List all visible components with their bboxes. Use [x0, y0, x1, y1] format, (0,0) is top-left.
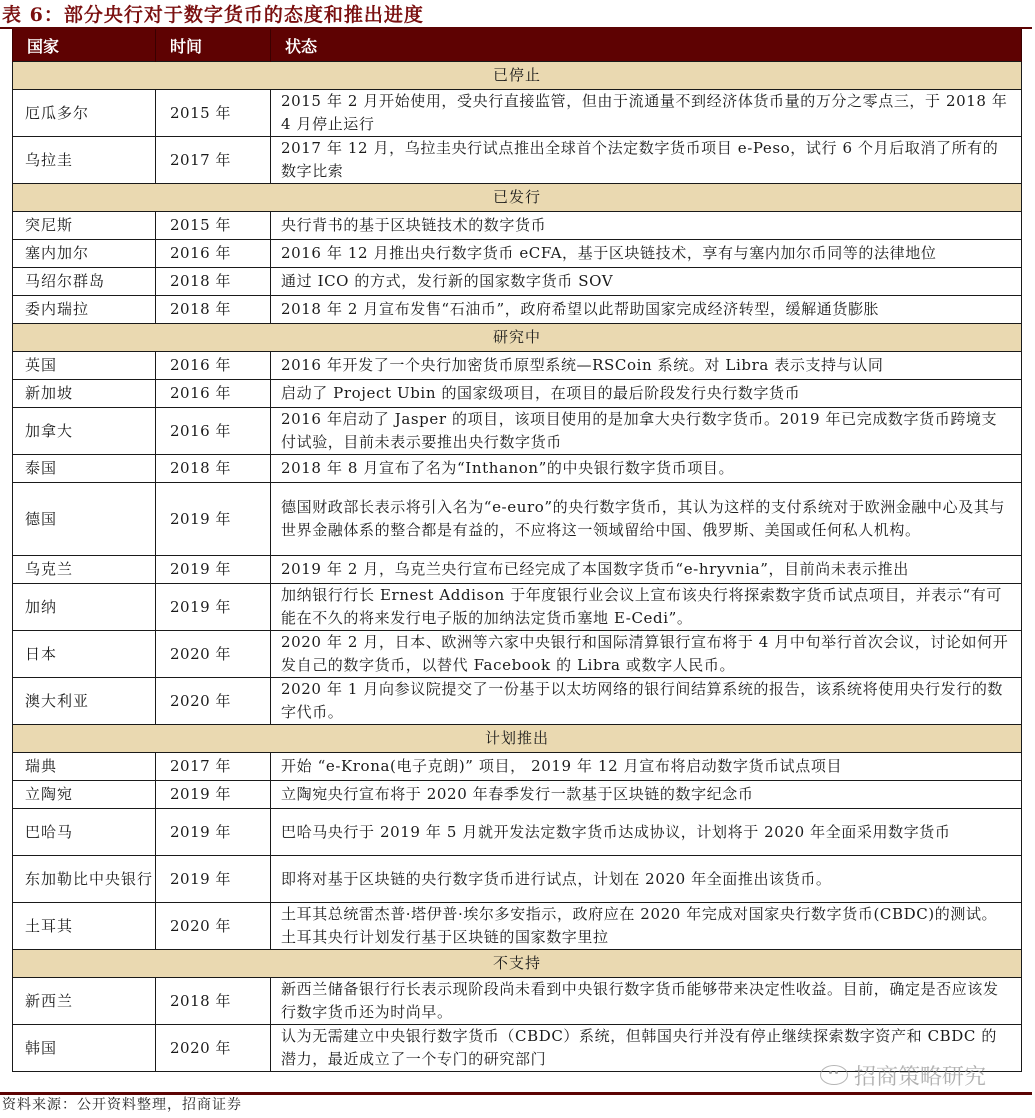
status-cell: 2018 年 2 月宣布发售“石油币”，政府希望以此帮助国家完成经济转型，缓解通货膨胀	[271, 296, 1022, 324]
table-row	[13, 455, 1022, 483]
section-row-issued	[13, 184, 1022, 212]
table-row	[13, 781, 1022, 809]
year-cell: 2015 年	[156, 90, 271, 137]
country-cell: 马绍尔群岛	[13, 268, 156, 296]
status-cell: 德国财政部长表示将引入名为“e-euro”的央行数字货币，其认为这样的支付系统对于欧洲金融中心及其与世界金融体系的整合都是有益的，不应将这一领域留给中国、俄罗斯、美国或任何私人机构。	[271, 483, 1022, 556]
status-cell: 2016 年 12 月推出央行数字货币 eCFA，基于区块链技术，享有与塞内加尔币同等的法律地位	[271, 240, 1022, 268]
table-row	[13, 678, 1022, 725]
country-cell: 泰国	[13, 455, 156, 483]
status-cell: 2018 年 8 月宣布了名为“Inthanon”的中央银行数字货币项目。	[271, 455, 1022, 483]
status-cell: 通过 ICO 的方式，发行新的国家数字货币 SOV	[271, 268, 1022, 296]
year-cell: 2016 年	[156, 408, 271, 455]
status-cell: 新西兰储备银行行长表示现阶段尚未看到中央银行数字货币能够带来决定性收益。目前，确定是否应该发行数字货币还为时尚早。	[271, 978, 1022, 1025]
country-cell: 日本	[13, 631, 156, 678]
status-cell: 2017 年 12 月，乌拉圭央行试点推出全球首个法定数字货币项目 e-Peso，试行 6 个月后取消了所有的数字比索	[271, 137, 1022, 184]
header-country: 国家	[13, 29, 156, 62]
section-row-stopped	[13, 62, 1022, 90]
table-row	[13, 212, 1022, 240]
status-cell: 加纳银行行长 Ernest Addison 于年度银行业会议上宣布该央行将探索数字货币试点项目，并表示“有可能在不久的将来发行电子版的加纳法定货币塞地 E-Cedi”。	[271, 584, 1022, 631]
table-row	[13, 240, 1022, 268]
status-cell: 2016 年开发了一个央行加密货币原型系统—RSCoin 系统。对 Libra 表示支持与认同	[271, 352, 1022, 380]
section-label: 不支持	[13, 950, 1022, 978]
country-cell: 立陶宛	[13, 781, 156, 809]
year-cell: 2020 年	[156, 678, 271, 725]
section-label: 已发行	[13, 184, 1022, 212]
country-cell: 加拿大	[13, 408, 156, 455]
status-cell: 启动了 Project Ubin 的国家级项目，在项目的最后阶段发行央行数字货币	[271, 380, 1022, 408]
status-cell: 巴哈马央行于 2019 年 5 月就开发法定数字货币达成协议，计划将于 2020 年全面采用数字货币	[271, 809, 1022, 856]
country-cell: 瑞典	[13, 753, 156, 781]
section-row-not-supported	[13, 950, 1022, 978]
status-cell: 2020 年 2 月，日本、欧洲等六家中央银行和国际清算银行宣布将于 4 月中旬举行首次会议，讨论如何开发自己的数字货币，以替代 Facebook 的 Libra 或数字人民币。	[271, 631, 1022, 678]
year-cell: 2015 年	[156, 212, 271, 240]
table-row	[13, 296, 1022, 324]
table-row	[13, 268, 1022, 296]
header-status: 状态	[271, 29, 1022, 62]
section-label: 计划推出	[13, 725, 1022, 753]
table-row	[13, 903, 1022, 950]
table-row	[13, 856, 1022, 903]
year-cell: 2019 年	[156, 483, 271, 556]
year-cell: 2016 年	[156, 240, 271, 268]
status-cell: 开始 “e-Krona(电子克朗)” 项目， 2019 年 12 月宣布将启动数字货币试点项目	[271, 753, 1022, 781]
status-cell: 即将对基于区块链的央行数字货币进行试点，计划在 2020 年全面推出该货币。	[271, 856, 1022, 903]
country-cell: 乌克兰	[13, 556, 156, 584]
section-row-researching	[13, 324, 1022, 352]
year-cell: 2018 年	[156, 455, 271, 483]
country-cell: 澳大利亚	[13, 678, 156, 725]
year-cell: 2019 年	[156, 856, 271, 903]
table-row	[13, 352, 1022, 380]
watermark-text: 招商策略研究	[854, 1064, 987, 1090]
year-cell: 2019 年	[156, 781, 271, 809]
wechat-icon	[820, 1065, 848, 1085]
country-cell: 厄瓜多尔	[13, 90, 156, 137]
year-cell: 2018 年	[156, 268, 271, 296]
table-row	[13, 556, 1022, 584]
year-cell: 2019 年	[156, 584, 271, 631]
table-row	[13, 408, 1022, 455]
status-cell: 2020 年 1 月向参议院提交了一份基于以太坊网络的银行间结算系统的报告，该系统将使用央行发行的数字代币。	[271, 678, 1022, 725]
country-cell: 德国	[13, 483, 156, 556]
status-cell: 2016 年启动了 Jasper 的项目，该项目使用的是加拿大央行数字货币。2019 年已完成数字货币跨境支付试验，目前未表示要推出央行数字货币	[271, 408, 1022, 455]
country-cell: 塞内加尔	[13, 240, 156, 268]
status-cell: 立陶宛央行宣布将于 2020 年春季发行一款基于区块链的数字纪念币	[271, 781, 1022, 809]
status-cell: 土耳其总统雷杰普·塔伊普·埃尔多安指示，政府应在 2020 年完成对国家央行数字货币(CBDC)的测试。土耳其央行计划发行基于区块链的国家数字里拉	[271, 903, 1022, 950]
status-cell: 2019 年 2 月，乌克兰央行宣布已经完成了本国数字货币“e-hryvnia”，目前尚未表示推出	[271, 556, 1022, 584]
watermark	[820, 1062, 986, 1088]
table-title: 表 6：部分央行对于数字货币的态度和推出进度	[2, 4, 424, 26]
cbdc-status-table	[12, 29, 1022, 1072]
year-cell: 2018 年	[156, 296, 271, 324]
source-note: 资料来源：公开资料整理，招商证券	[2, 1097, 242, 1113]
header-time: 时间	[156, 29, 271, 62]
section-label: 研究中	[13, 324, 1022, 352]
country-cell: 加纳	[13, 584, 156, 631]
year-cell: 2016 年	[156, 352, 271, 380]
country-cell: 英国	[13, 352, 156, 380]
country-cell: 委内瑞拉	[13, 296, 156, 324]
country-cell: 韩国	[13, 1025, 156, 1072]
header-row	[13, 29, 1022, 62]
country-cell: 突尼斯	[13, 212, 156, 240]
year-cell: 2020 年	[156, 903, 271, 950]
country-cell: 新西兰	[13, 978, 156, 1025]
table-row	[13, 380, 1022, 408]
status-cell: 认为无需建立中央银行数字货币（CBDC）系统，但韩国央行并没有停止继续探索数字资产和 CBDC 的潜力，最近成立了一个专门的研究部门	[271, 1025, 1022, 1072]
country-cell: 土耳其	[13, 903, 156, 950]
country-cell: 东加勒比中央银行	[13, 856, 156, 903]
country-cell: 新加坡	[13, 380, 156, 408]
country-cell: 巴哈马	[13, 809, 156, 856]
year-cell: 2020 年	[156, 631, 271, 678]
year-cell: 2016 年	[156, 380, 271, 408]
table-row	[13, 137, 1022, 184]
status-cell: 央行背书的基于区块链技术的数字货币	[271, 212, 1022, 240]
year-cell: 2020 年	[156, 1025, 271, 1072]
table-row	[13, 631, 1022, 678]
section-row-planned	[13, 725, 1022, 753]
year-cell: 2019 年	[156, 556, 271, 584]
year-cell: 2019 年	[156, 809, 271, 856]
table-row	[13, 978, 1022, 1025]
year-cell: 2017 年	[156, 137, 271, 184]
table-row	[13, 753, 1022, 781]
year-cell: 2017 年	[156, 753, 271, 781]
year-cell: 2018 年	[156, 978, 271, 1025]
status-cell: 2015 年 2 月开始使用，受央行直接监管，但由于流通量不到经济体货币量的万分之零点三，于 2018 年 4 月停止运行	[271, 90, 1022, 137]
country-cell: 乌拉圭	[13, 137, 156, 184]
table-row	[13, 483, 1022, 556]
table-row	[13, 90, 1022, 137]
table-row	[13, 809, 1022, 856]
section-label: 已停止	[13, 62, 1022, 90]
table-row	[13, 584, 1022, 631]
